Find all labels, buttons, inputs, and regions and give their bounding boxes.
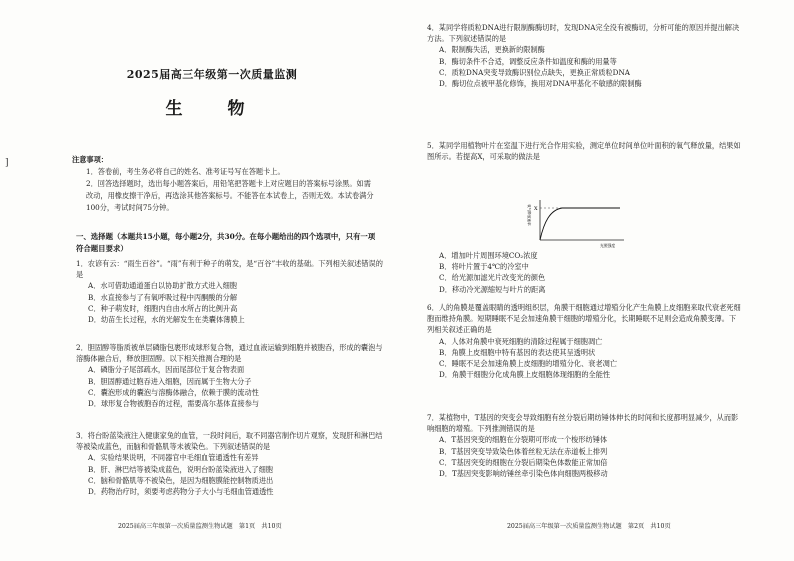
question-7 [427, 412, 743, 479]
question-4 [427, 22, 743, 89]
exam-title: 2025届高三年级第一次质量监测 [126, 68, 298, 81]
question-1 [76, 258, 386, 325]
option-d: D．幼苗生长过程，水的光解发生在类囊体薄膜上 [88, 315, 245, 325]
question-5-stem [427, 140, 743, 162]
page-footer: 2025届高三年级第一次质量监测生物试题 第2页 共10页 [507, 523, 671, 530]
option-a: A．T基因突变的细胞在分裂期可形成一个梭形纺锤体 [439, 435, 608, 445]
page-footer: 2025届高三年级第一次质量监测生物试题 第1页 共10页 [118, 523, 282, 530]
y-axis-label: 氧气释放速率 [527, 204, 531, 226]
question-stem: 6．人的角膜是覆盖眼睛的透明组织层，角膜干细胞通过增殖分化产生角膜上皮细胞来取代衰老死细胞而维持角膜。短期睡眠不足会加速角膜干细胞的增殖分化，长期睡眠不足则会造成角膜变薄。下列相关叙述正确的是 [427, 303, 741, 335]
light-response-graph [520, 196, 630, 256]
question-3 [76, 430, 386, 497]
option-b: B．胆固醇通过胞吞进入细胞，因而属于生物大分子 [88, 376, 252, 386]
option-d: D．酶切位点被甲基化修饰，换用对DNA甲基化不敏感的限制酶 [439, 79, 642, 89]
option-b: B．将叶片置于4℃的冷室中 [439, 262, 529, 272]
option-a: A．实验结果说明，不同器官中毛细血管通透性有差异 [88, 453, 259, 463]
option-d: D．角膜干细胞分化成角膜上皮细胞体现细胞的全能性 [439, 370, 611, 380]
notice-block [72, 154, 376, 214]
option-c: C．质粒DNA突变导致酶识别位点缺失，更换正常质粒DNA [439, 67, 630, 77]
option-c: C．睡眠不足会加速角膜上皮细胞的增殖分化、衰老凋亡 [439, 359, 618, 369]
question-2 [76, 342, 386, 409]
option-c: C．给光源加滤光片改变光的颜色 [439, 273, 546, 283]
notice-heading: 注意事项： [72, 155, 108, 164]
right-page [397, 0, 794, 561]
option-a: A．人体对角膜中衰死细胞的清除过程属于细胞凋亡 [439, 336, 603, 346]
question-stem: 3．将台盼蓝染液注入健康家兔的血管，一段时间后，取不同器官制作切片观察，发现肝和淋巴结等被染成蓝色，而脑和骨骼肌等未被染色。下列叙述错误的是 [76, 431, 383, 452]
x-axis-label: 光照强度 [600, 243, 616, 248]
option-b: B．角膜上皮细胞中特有基因的表达使其呈透明状 [439, 347, 596, 357]
question-stem: 1．农谚有云：“雨生百谷”。“雨”有利于种子的萌发，是“百谷”丰收的基础。下列相关叙述错误的是 [76, 259, 383, 280]
question-stem: 5．某同学用植物叶片在室温下进行光合作用实验，测定单位时间单位叶面积的氧气释放量，结果如图所示。若提高X，可采取的做法是 [427, 141, 741, 162]
binding-mark: ] [5, 158, 9, 168]
option-d: D．药物治疗时，须要考虑药物分子大小与毛细血管通透性 [88, 487, 274, 497]
option-c: C．囊泡形成的囊泡与溶酶体融合，依赖于膜的流动性 [88, 387, 259, 397]
option-b: B．水直接参与了有氧呼吸过程中丙酮酸的分解 [88, 292, 238, 302]
option-d: D．移动冷光源缩短与叶片的距离 [439, 284, 546, 294]
option-c: C．种子萌发时，细胞内自由水所占的比例升高 [88, 303, 238, 313]
subject-title: 生 物 [165, 99, 259, 119]
option-b: B．酶切条件不合适，调整反应条件如温度和酶的用量等 [439, 56, 617, 66]
option-a: A．磷脂分子尾部疏水，因而尾部位于复合物表面 [88, 365, 245, 375]
question-5-options [427, 250, 743, 295]
option-b: B．肝、淋巴结等被染成蓝色，说明台盼蓝染液进入了细胞 [88, 464, 273, 474]
question-stem: 7．某植物中，T基因的突变会导致细胞有丝分裂后期纺锤体伸长的时间和长度都明显减少，从而影响细胞的增殖。下列推测错误的是 [427, 413, 739, 434]
option-b: B．T基因突变导致染色体着丝粒无法在赤道板上排列 [439, 446, 608, 456]
section-title: 一、选择题（本题共15小题，每小题2分，共30分。在每小题给出的四个选项中，只有一项符合题目要求） [76, 232, 376, 253]
option-a: A．水可借助通道蛋白以协助扩散方式进入细胞 [88, 281, 237, 291]
question-stem: 2．胆固醇等脂质被单层磷脂包裹形成球形复合物，通过血液运输到细胞并被胞吞，形成的囊泡与溶酶体融合后，释放胆固醇。以下相关推测合理的是 [76, 343, 383, 364]
notice-item: 1．答卷前，考生务必将自己的姓名、准考证号写在答题卡上。 [86, 167, 285, 176]
response-curve [540, 208, 620, 240]
question-6 [427, 302, 743, 380]
option-c: C．脑和骨骼肌等不被染色，是因为细胞膜能控制物质进出 [88, 475, 274, 485]
option-d: D．球形复合物被胞吞的过程，需要高尔基体直接参与 [88, 399, 260, 409]
option-a: A．限制酶失活，更换新的限制酶 [439, 45, 545, 55]
notice-item: 2．回答选择题时，选出每小题答案后，用铅笔把答题卡上对应题目的答案标号涂黑。如需改动，用橡皮擦干净后，再选涂其他答案标号。不能答在本试卷上，否则无效。本试卷满分100分，考试时间75分钟。 [86, 179, 374, 212]
question-stem: 4．某同学将质粒DNA进行限制酶酶切时，发现DNA完全没有被酶切，分析可能的原因并提出解决方法。下列叙述错误的是 [427, 23, 740, 44]
option-c: C．T基因突变的细胞在分裂后期染色体数能正常加倍 [439, 457, 608, 467]
plateau-label: X [534, 206, 538, 212]
option-a: A．增加叶片周围环境CO₂浓度 [439, 251, 538, 260]
option-d: D．T基因突变影响纺锤丝牵引染色体向细胞两极移动 [439, 469, 608, 479]
